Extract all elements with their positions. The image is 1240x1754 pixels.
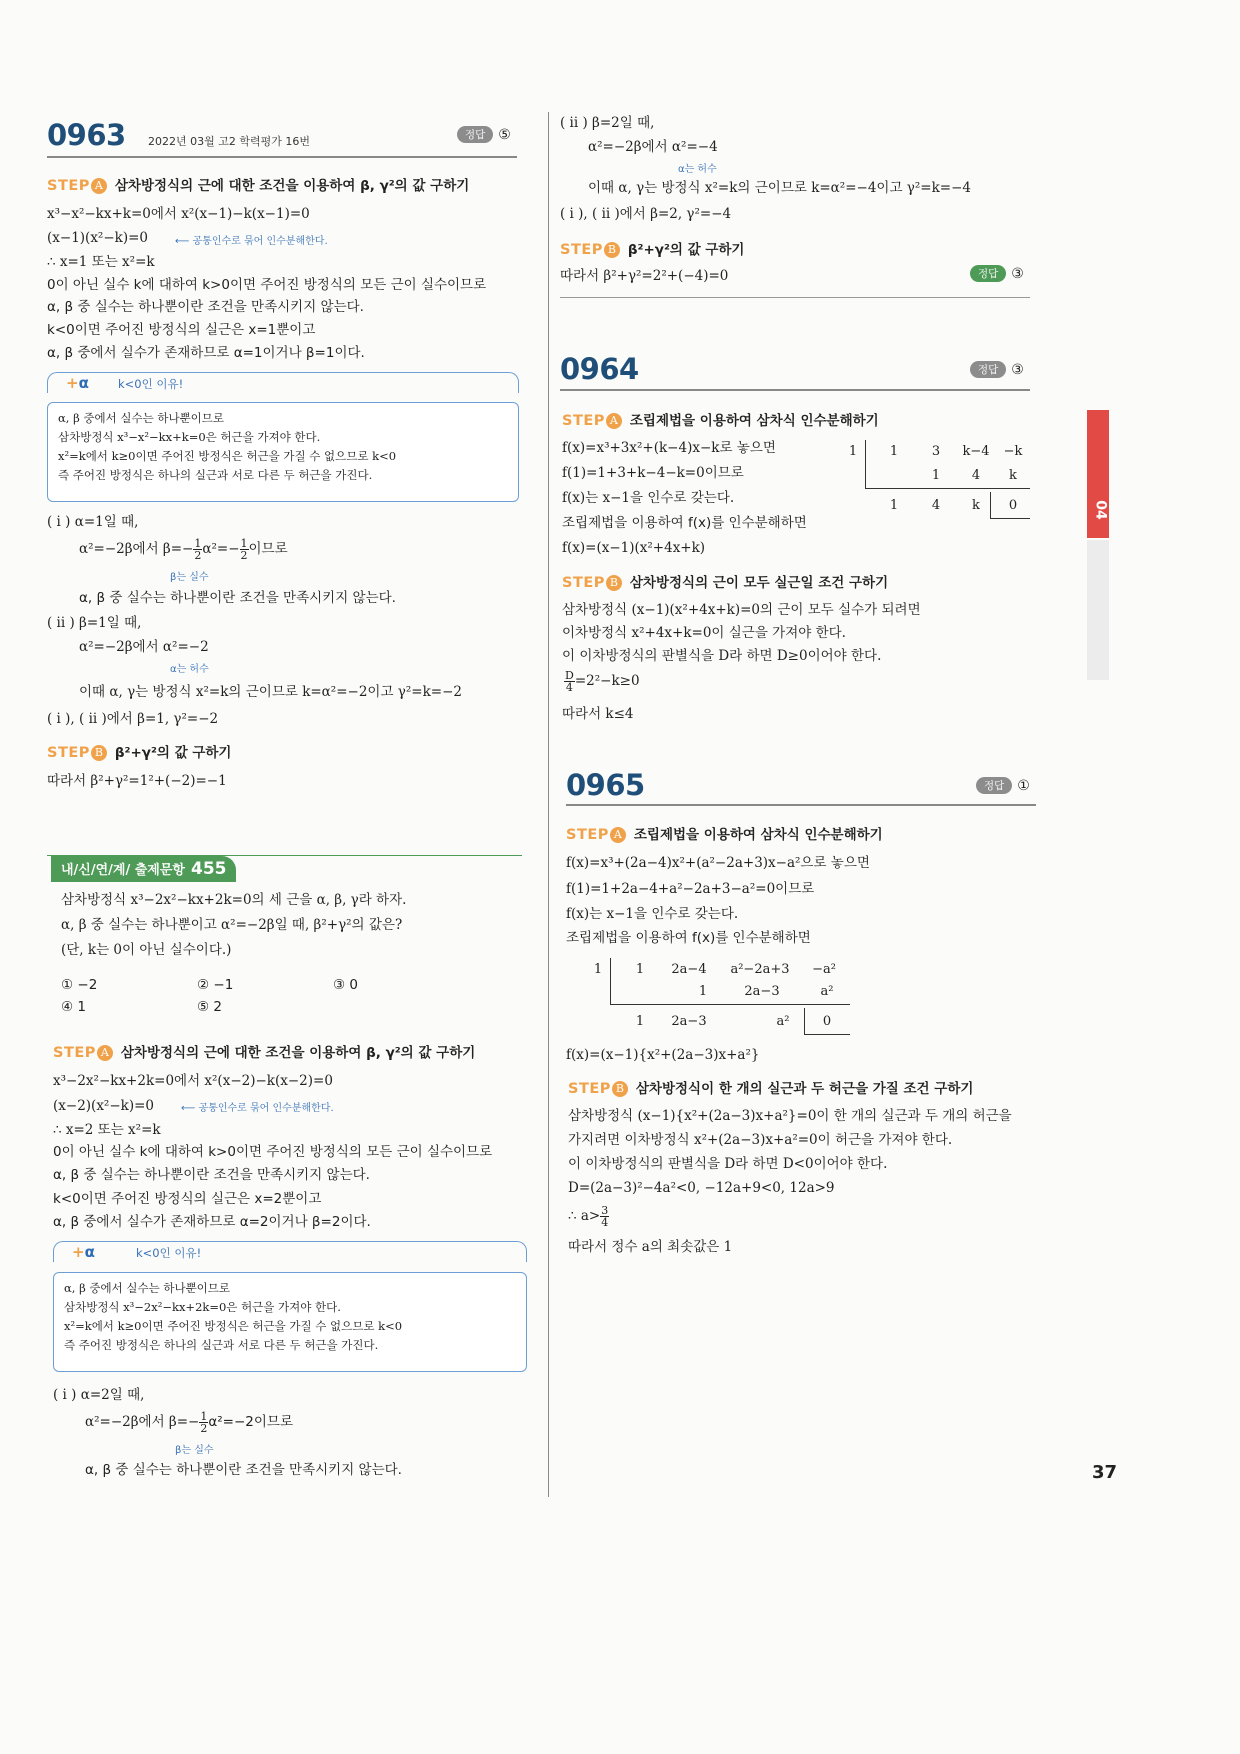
answer-value: ⑤: [498, 126, 511, 143]
step-b-heading: [47, 741, 231, 761]
synth-cell: 2a−3: [744, 984, 780, 999]
step-letter: A: [610, 827, 626, 843]
solution-line: D=(2a−3)²−4a²<0, −12a+9<0, 12a>9: [568, 1180, 835, 1196]
case-note: β는 실수: [175, 1445, 214, 1456]
synth-cell: 1: [889, 444, 899, 459]
choice-2[interactable]: ② −1: [197, 977, 234, 993]
synth-cell: 2a−3: [671, 1014, 707, 1029]
solution-line: f(1)=1+2a−4+a²−2a+3−a²=0이므로: [566, 881, 815, 897]
fraction: $\frac{1}{2}$: [240, 537, 248, 562]
synthetic-division: [590, 958, 850, 1038]
naesin-step-a-heading: [53, 1041, 475, 1061]
question-line: 삼차방정식 x³−2x²−kx+2k=0의 세 근을 α, β, γ라 하자.: [61, 892, 407, 908]
factor-note: [181, 1099, 334, 1114]
header-rule: [566, 804, 1036, 806]
case-equation: α²=−2β에서 α²=−4: [588, 139, 718, 155]
case-equation: [79, 537, 288, 561]
tip-line: α, β 중에서 실수는 하나뿐이므로: [64, 1281, 230, 1295]
step-a-heading: [47, 174, 469, 194]
step-a-heading: [562, 409, 879, 429]
chapter-tab[interactable]: [1087, 410, 1109, 538]
solution-line: 조립제법을 이용하여 f(x)를 인수분해하면: [566, 930, 811, 946]
step-title: 삼차방정식의 근에 대한 조건을 이용하여 β, γ²의 값 구하기: [114, 178, 470, 194]
problem-0965-header: [566, 768, 645, 802]
synth-cell: k−4: [962, 444, 990, 459]
step-b-heading: [562, 571, 888, 591]
synth-root: 1: [848, 444, 858, 459]
solution-line: 이차방정식 x²+4x+k=0이 실근을 가져야 한다.: [562, 625, 846, 641]
case-summary: ( i ), ( ii )에서 β=2, γ²=−4: [560, 206, 732, 222]
synth-sum-line: [865, 488, 1030, 489]
page-number: 37: [1092, 1462, 1118, 1483]
chapter-tab-label: 04: [1092, 500, 1109, 520]
case-note: α는 허수: [678, 164, 717, 175]
solution-line: 삼차방정식 (x−1){x²+(2a−3)x+a²}=0이 한 개의 실근과 두 개의 허근을: [568, 1108, 1012, 1124]
answer-0963: [457, 126, 511, 143]
step-letter: A: [91, 178, 107, 194]
case-heading: ( ii ) β=1일 때,: [47, 615, 142, 631]
tip-title: k<0인 이유!: [136, 1246, 202, 1260]
tip-title: k<0인 이유!: [118, 377, 184, 391]
step-label: STEP: [566, 827, 609, 843]
synth-cell: 4: [971, 468, 981, 483]
step-letter: A: [606, 413, 622, 429]
solution-line: α, β 중 실수는 하나뿐이란 조건을 만족시키지 않는다.: [47, 299, 364, 315]
question-line: (단, k는 0이 아닌 실수이다.): [61, 942, 232, 958]
solution-line: x³−2x²−kx+2k=0에서 x²(x−2)−k(x−2)=0: [53, 1073, 333, 1089]
answer-badge: 정답: [970, 265, 1006, 282]
synth-remainder: 0: [1008, 498, 1018, 513]
choice-1[interactable]: ① −2: [61, 977, 98, 993]
choice-4[interactable]: ④ 1: [61, 999, 86, 1015]
eq-part: α²=−: [202, 541, 240, 557]
solution-line: f(x)=(x−1)(x²+4x+k): [562, 540, 706, 556]
step-title: 삼차방정식의 근이 모두 실근일 조건 구하기: [629, 575, 889, 591]
fraction: [600, 1205, 609, 1228]
step-label: STEP: [47, 745, 90, 761]
header-rule: [560, 389, 1030, 391]
tip-box: [53, 1272, 527, 1372]
solution-line: k<0이면 주어진 방정식의 실근은 x=2뿐이고: [53, 1191, 322, 1207]
step-label: STEP: [47, 178, 90, 194]
frac-numerator: D: [565, 669, 574, 682]
synth-divider: [610, 958, 611, 1004]
question-line: α, β 중 실수는 하나뿐이고 α²=−2β일 때, β²+γ²의 값은?: [61, 917, 403, 933]
inequality-line: [568, 1205, 609, 1228]
header-rule: [47, 156, 517, 158]
arrow-left-icon: ⟵: [175, 236, 193, 247]
step-label: STEP: [53, 1045, 96, 1061]
eq-part: α²=−2β에서 β=−: [85, 1414, 200, 1430]
answer-badge: 정답: [976, 777, 1012, 794]
case-result: 이때 α, γ는 방정식 x²=k의 근이므로 k=α²=−4이고 γ²=k=−4: [588, 180, 971, 196]
synth-cell: 1: [635, 1014, 645, 1029]
step-b-heading: [568, 1077, 973, 1097]
case-result: 이때 α, γ는 방정식 x²=k의 근이므로 k=α²=−2이고 γ²=k=−2: [79, 684, 462, 700]
step-title: β²+γ²의 값 구하기: [114, 745, 232, 761]
tip-line: 삼차방정식 x³−x²−kx+k=0은 허근을 가져야 한다.: [58, 430, 321, 444]
column-divider: [548, 112, 549, 1497]
factor-note: [175, 232, 328, 247]
synth-sum-line: [610, 1004, 850, 1005]
solution-line: 0이 아닌 실수 k에 대하여 k>0이면 주어진 방정식의 모든 근이 실수이므로: [53, 1144, 493, 1160]
section-rule: [560, 297, 1030, 298]
chapter-tab-secondary: [1087, 540, 1109, 680]
factor-note-text: 공통인수로 묶어 인수분해한다.: [192, 236, 328, 247]
case-heading: ( i ) α=1일 때,: [47, 514, 139, 530]
discriminant-line: [564, 670, 640, 693]
step-letter: B: [604, 242, 620, 258]
problem-number: 0965: [566, 768, 645, 802]
case-note: β는 실수: [170, 572, 209, 583]
solution-line: f(x)=x³+3x²+(k−4)x−k로 놓으면: [562, 440, 776, 456]
tip-line: 삼차방정식 x³−2x²−kx+2k=0은 허근을 가져야 한다.: [64, 1300, 341, 1314]
synthetic-division: [840, 440, 1030, 520]
answer-value: ①: [1017, 777, 1030, 794]
eq-part: =2²−k≥0: [574, 673, 640, 689]
synth-root: 1: [593, 962, 603, 977]
final-answer-line: 따라서 정수 a의 최솟값은 1: [568, 1239, 733, 1255]
fraction: [564, 670, 575, 693]
synth-cell: 3: [931, 444, 941, 459]
eq-part: α²=−2β에서 β=−: [79, 541, 194, 557]
answer-value: ③: [1011, 361, 1024, 378]
solution-line: ∴ x=2 또는 x²=k: [53, 1122, 161, 1138]
step-label: STEP: [562, 413, 605, 429]
final-answer-line: 따라서 β²+γ²=2²+(−4)=0: [560, 268, 729, 284]
naesin-label: 내/신/연/계/ 출제문항: [61, 863, 185, 878]
step-title: β²+γ²의 값 구하기: [627, 242, 745, 258]
solution-line: ∴ x=1 또는 x²=k: [47, 254, 155, 270]
choice-5[interactable]: ⑤ 2: [197, 999, 222, 1015]
synth-remainder-bracket: [804, 1008, 805, 1034]
step-title: 조립제법을 이용하여 삼차식 인수분해하기: [633, 827, 883, 843]
problem-source: 2022년 03월 고2 학력평가 16번: [148, 135, 310, 148]
solution-line: f(x)는 x−1을 인수로 갖는다.: [566, 906, 739, 922]
arrow-left-icon: ⟵: [181, 1103, 199, 1114]
solution-line: (x−1)(x²−k)=0: [47, 230, 148, 246]
problem-number: 0963: [47, 118, 126, 152]
answer-0964: [970, 361, 1024, 378]
frac-denominator: 4: [565, 681, 573, 694]
case-heading: ( i ) α=2일 때,: [53, 1387, 145, 1403]
step-label: STEP: [562, 575, 605, 591]
answer-value: ③: [1011, 265, 1024, 282]
fraction: $\frac{1}{2}$: [194, 537, 202, 562]
step-letter: A: [97, 1045, 113, 1061]
case-heading: ( ii ) β=2일 때,: [560, 115, 655, 131]
final-answer-line: 따라서 β²+γ²=1²+(−2)=−1: [47, 773, 227, 789]
tip-line: α, β 중에서 실수는 하나뿐이므로: [58, 411, 224, 425]
step-letter: B: [91, 745, 107, 761]
step-label: STEP: [560, 242, 603, 258]
synth-cell: a²: [776, 1014, 790, 1029]
frac-denominator: 4: [601, 1216, 609, 1229]
synth-cell: 4: [931, 498, 941, 513]
synth-cell: k: [1009, 468, 1017, 483]
synth-cell: a²: [820, 984, 834, 999]
tip-line: 즉 주어진 방정식은 하나의 실근과 서로 다른 두 허근을 가진다.: [58, 468, 373, 482]
step-label: STEP: [568, 1081, 611, 1097]
synth-cell: 1: [635, 962, 645, 977]
solution-line: α, β 중 실수는 하나뿐이란 조건을 만족시키지 않는다.: [53, 1167, 370, 1183]
factor-note-text: 공통인수로 묶어 인수분해한다.: [198, 1103, 334, 1114]
synth-remainder-bracket: [990, 518, 1030, 519]
synth-cell: −a²: [812, 962, 836, 977]
eq-part: ∴ a>: [568, 1208, 601, 1224]
synth-remainder-bracket: [990, 492, 991, 518]
naesin-number: 455: [190, 859, 227, 879]
case-summary: ( i ), ( ii )에서 β=1, γ²=−2: [47, 711, 219, 727]
tip-header: [47, 372, 519, 393]
step-title: 조립제법을 이용하여 삼차식 인수분해하기: [629, 413, 879, 429]
problem-0963-header: [47, 118, 310, 152]
problem-number: 0964: [560, 352, 639, 386]
plus-alpha-icon: +α: [66, 374, 89, 392]
tip-box: [47, 402, 519, 502]
tip-line: x²=k에서 k≥0이면 주어진 방정식은 허근을 가질 수 없으므로 k<0: [64, 1319, 403, 1333]
synth-divider: [865, 440, 866, 488]
solution-line: x³−x²−kx+k=0에서 x²(x−1)−k(x−1)=0: [47, 206, 310, 222]
eq-part: 이므로: [248, 541, 288, 557]
final-answer-line: 따라서 k≤4: [562, 706, 634, 722]
synth-cell: k: [972, 498, 980, 513]
solution-line: f(1)=1+3+k−4−k=0이므로: [562, 465, 744, 481]
answer-badge: 정답: [970, 361, 1006, 378]
tip-header: [53, 1241, 527, 1262]
case-note: α는 허수: [170, 664, 209, 675]
tip-line: 즉 주어진 방정식은 하나의 실근과 서로 다른 두 허근을 가진다.: [64, 1338, 379, 1352]
fraction: $\frac{1}{2}$: [200, 1410, 208, 1435]
case-result: α, β 중 실수는 하나뿐이란 조건을 만족시키지 않는다.: [85, 1462, 402, 1478]
solution-line: α, β 중에서 실수가 존재하므로 α=2이거나 β=2이다.: [53, 1214, 371, 1230]
step-a-heading: [566, 823, 883, 843]
factored-form: f(x)=(x−1){x²+(2a−3)x+a²}: [566, 1047, 760, 1063]
case-equation: [85, 1410, 293, 1434]
solution-line: α, β 중에서 실수가 존재하므로 α=1이거나 β=1이다.: [47, 345, 365, 361]
synth-cell: 1: [698, 984, 708, 999]
solution-line: 0이 아닌 실수 k에 대하여 k>0이면 주어진 방정식의 모든 근이 실수이므로: [47, 277, 487, 293]
answer-0963: [970, 265, 1024, 282]
solution-line: 조립제법을 이용하여 f(x)를 인수분해하면: [562, 515, 807, 531]
synth-cell: 1: [889, 498, 899, 513]
naesin-badge: [51, 856, 236, 882]
solution-line: (x−2)(x²−k)=0: [53, 1098, 154, 1114]
synth-cell: 2a−4: [671, 962, 707, 977]
choice-3[interactable]: ③ 0: [333, 977, 358, 993]
step-letter: B: [612, 1081, 628, 1097]
synth-remainder-bracket: [804, 1034, 850, 1035]
solution-line: 이 이차방정식의 판별식을 D라 하면 D<0이어야 한다.: [568, 1156, 888, 1172]
case-equation: α²=−2β에서 α²=−2: [79, 639, 209, 655]
solution-line: 가지려면 이차방정식 x²+(2a−3)x+a²=0이 허근을 가져야 한다.: [568, 1132, 953, 1148]
step-letter: B: [606, 575, 622, 591]
step-title: 삼차방정식의 근에 대한 조건을 이용하여 β, γ²의 값 구하기: [120, 1045, 476, 1061]
answer-0965: [976, 777, 1030, 794]
plus-alpha-icon: +α: [72, 1243, 95, 1261]
synth-cell: 1: [931, 468, 941, 483]
answer-badge: 정답: [457, 126, 493, 143]
solution-line: f(x)=x³+(2a−4)x²+(a²−2a+3)x−a²으로 놓으면: [566, 855, 870, 871]
step-title: 삼차방정식이 한 개의 실근과 두 허근을 가질 조건 구하기: [635, 1081, 974, 1097]
synth-cell: −k: [1003, 444, 1023, 459]
case-result: α, β 중 실수는 하나뿐이란 조건을 만족시키지 않는다.: [79, 590, 396, 606]
solution-line: k<0이면 주어진 방정식의 실근은 x=1뿐이고: [47, 322, 316, 338]
problem-0964-header: [560, 352, 639, 386]
tip-line: x²=k에서 k≥0이면 주어진 방정식은 허근을 가질 수 없으므로 k<0: [58, 449, 397, 463]
synth-remainder: 0: [822, 1014, 832, 1029]
solution-line: 이 이차방정식의 판별식을 D라 하면 D≥0이어야 한다.: [562, 648, 882, 664]
frac-numerator: 3: [601, 1204, 609, 1217]
eq-part: α²=−2이므로: [208, 1414, 294, 1430]
synth-cell: a²−2a+3: [730, 962, 790, 977]
step-b-heading: [560, 238, 744, 258]
solution-line: f(x)는 x−1을 인수로 갖는다.: [562, 490, 735, 506]
solution-line: 삼차방정식 (x−1)(x²+4x+k)=0의 근이 모두 실수가 되려면: [562, 602, 921, 618]
